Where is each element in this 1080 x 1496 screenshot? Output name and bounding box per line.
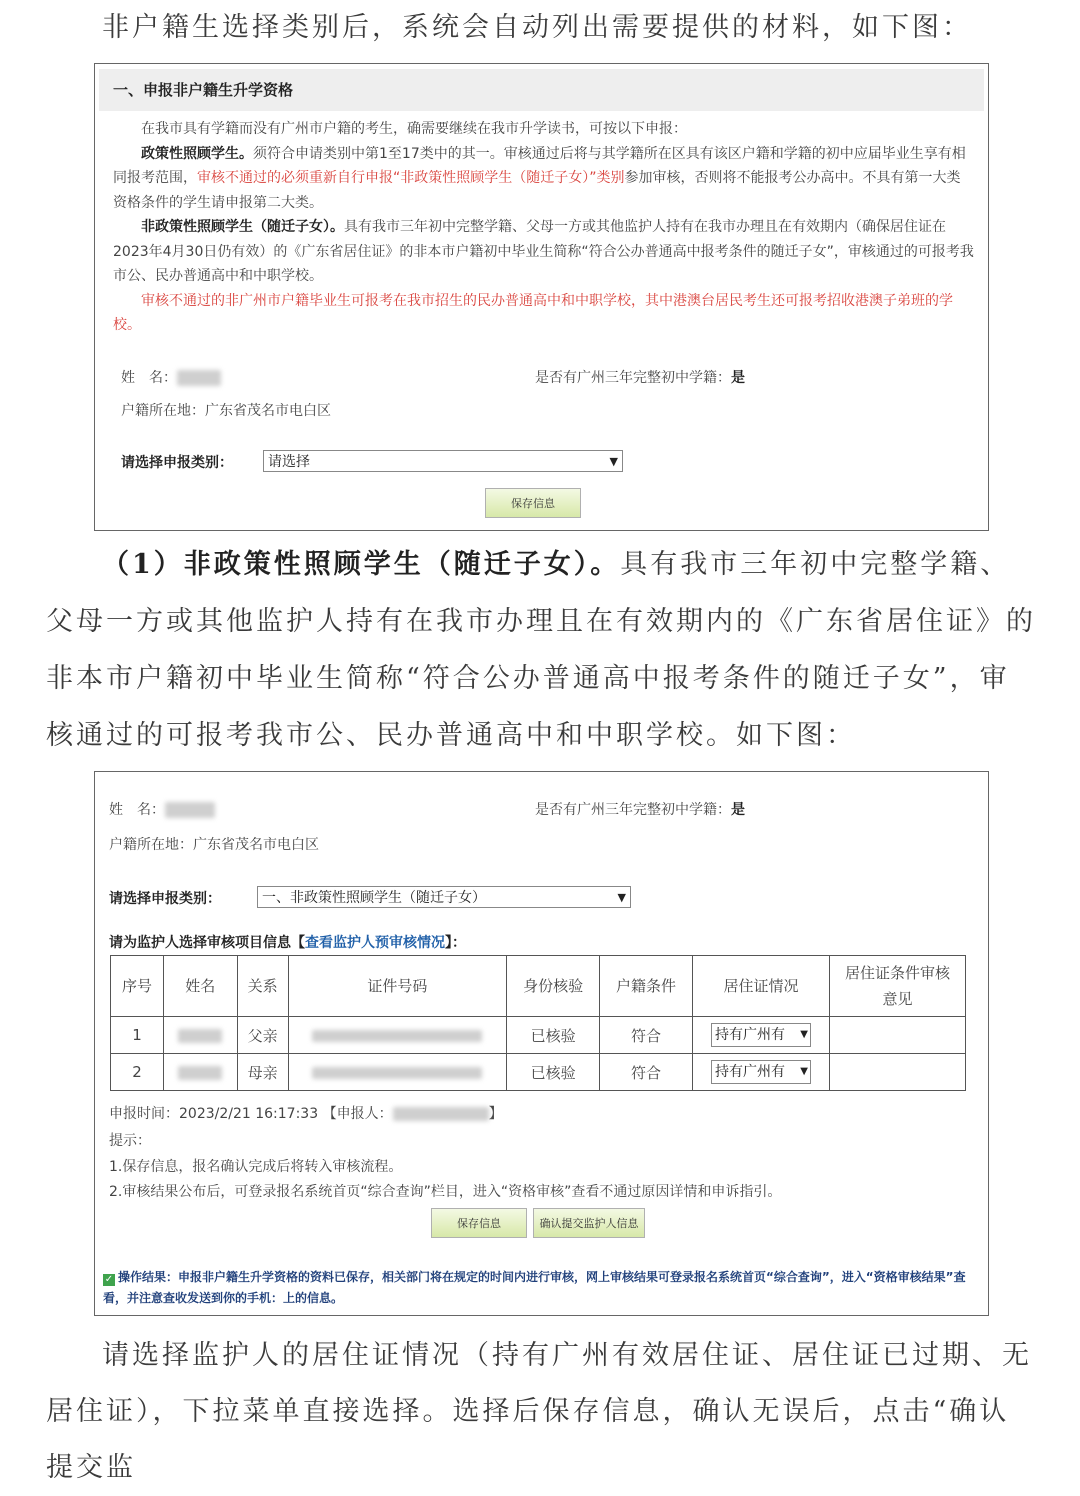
cell-name xyxy=(164,1054,237,1091)
cell-relation: 母亲 xyxy=(237,1054,288,1091)
apply-time: 申报时间：2023/2/21 16:17:33 【申报人： 】 xyxy=(109,1106,503,1122)
category-select[interactable] xyxy=(263,450,623,472)
blurred-name xyxy=(165,802,215,818)
cell-id xyxy=(288,1017,506,1054)
intro-paragraph xyxy=(46,0,1036,56)
screenshot-guardian-form xyxy=(94,771,989,1316)
table-row xyxy=(111,1017,966,1054)
th-opinion: 居住证条件审核意见 xyxy=(830,956,966,1017)
confirm-guardian-button[interactable]: 确认提交监护人信息 xyxy=(533,1208,645,1238)
cell-verify: 已核验 xyxy=(507,1054,600,1091)
cell-relation: 父亲 xyxy=(237,1017,288,1054)
cell-opinion xyxy=(830,1017,966,1054)
tip-2: 2.审核结果公布后，可登录报名系统首页“综合查询”栏目，进入“资格审核”查看不通过原因详情和申诉指引。 xyxy=(109,1184,782,1200)
cell-huji: 符合 xyxy=(600,1017,693,1054)
th-name: 姓名 xyxy=(164,956,237,1017)
name-label: 姓 名： xyxy=(121,367,221,387)
th-id: 证件号码 xyxy=(288,956,506,1017)
permit-text: 请选择监护人的居住证情况（持有广州有效居住证、居住证已过期、无居住证），下拉菜单直接选择。选择后保存信息，确认无误后，点击“确认提交监 xyxy=(46,1340,1032,1483)
th-permit: 居住证情况 xyxy=(692,956,829,1017)
category-select-value: 一、非政策性照顾学生（随迁子女） xyxy=(262,890,486,906)
xueji-field: 是否有广州三年完整初中学籍：是 xyxy=(535,802,745,818)
blurred-name xyxy=(178,1029,222,1043)
permit-select[interactable]: 持有广州有 ▼ xyxy=(711,1060,811,1084)
th-no: 序号 xyxy=(111,956,164,1017)
cell-name xyxy=(164,1017,237,1054)
blurred-name xyxy=(177,370,221,386)
guardian-table xyxy=(110,955,966,1091)
chevron-down-icon: ▼ xyxy=(617,891,626,904)
th-relation: 关系 xyxy=(237,956,288,1017)
blurred-name xyxy=(178,1066,222,1080)
cell-no: 2 xyxy=(111,1054,164,1091)
category-label: 请选择申报类别： xyxy=(121,455,233,471)
section-title: 一、申报非户籍生升学资格 xyxy=(99,69,984,111)
name-label: 姓 名： xyxy=(109,799,215,819)
table-header-row xyxy=(111,956,966,1017)
nonpolicy-paragraph: 非政策性照顾学生（随迁子女）。具有我市三年初中完整学籍、父母一方或其他监护人持有在我市办理且在有效期内（确保居住证在2023年4月30日仍有效）的《广东省居住证》的非本市户籍初中毕业生简称“符合公办普通高中报考条件的随迁子女”，审核通过的可报考我市公、民办普通高中和中职学校。 xyxy=(113,219,974,284)
permit-paragraph xyxy=(46,1328,1036,1496)
category-label: 请选择申报类别： xyxy=(109,891,221,907)
cell-no: 1 xyxy=(111,1017,164,1054)
screenshot-apply-form xyxy=(94,63,989,531)
operation-result: ✓ 操作结果：申报非户籍生升学资格的资料已保存，相关部门将在规定的时间内进行审核，网上审核结果可登录报名系统首页“综合查询”，进入“资格审核结果”查看，并注意查收发送到你的手机：上的信息。 xyxy=(103,1270,966,1305)
save-button[interactable]: 保存信息 xyxy=(485,488,581,518)
category-select[interactable] xyxy=(257,886,631,908)
guardian-prompt: 请为监护人选择审核项目信息【查看监护人预审核情况】： xyxy=(109,935,466,951)
save-button[interactable]: 保存信息 xyxy=(431,1208,527,1238)
tip-1: 1.保存信息，报名确认完成后将转入审核流程。 xyxy=(109,1159,403,1175)
cell-id xyxy=(288,1054,506,1091)
notice-intro: 在我市具有学籍而没有广州市户籍的考生，确需要继续在我市升学读书，可按以下申报： xyxy=(141,121,687,137)
chevron-down-icon: ▼ xyxy=(800,1029,808,1040)
cell-opinion xyxy=(830,1054,966,1091)
check-icon: ✓ xyxy=(104,1274,114,1285)
cell-permit xyxy=(692,1054,829,1091)
chevron-down-icon: ▼ xyxy=(609,455,618,468)
cell-permit xyxy=(692,1017,829,1054)
category-body: 具有我市三年初中完整学籍、父母一方或其他监护人持有在我市办理且在有效期内的《广东省居住证》的非本市户籍初中毕业生简称“符合公办普通高中报考条件的随迁子女”，审核通过的可报考我市公、民办普通高中和中职学校。如下图： xyxy=(46,549,1036,751)
cell-huji: 符合 xyxy=(600,1054,693,1091)
th-huji: 户籍条件 xyxy=(600,956,693,1017)
notice-block xyxy=(95,111,988,338)
category-paragraph xyxy=(46,536,1036,764)
th-verify: 身份核验 xyxy=(507,956,600,1017)
table-row xyxy=(111,1054,966,1091)
blurred-applicant xyxy=(393,1107,489,1121)
cell-verify: 已核验 xyxy=(507,1017,600,1054)
tip-title: 提示： xyxy=(109,1133,151,1149)
category-title: （1）非政策性照顾学生（随迁子女）。 xyxy=(102,549,621,580)
policy-paragraph: 政策性照顾学生。须符合申请类别中第1至17类中的其一。审核通过后将与其学籍所在区具有该区户籍和学籍的初中应届毕业生享有相同报考范围，审核不通过的必须重新自行申报“非政策性照顾学生（随迁子女）”类别参加审核，否则将不能报考公办高中。不具有第一大类资格条件的学生请申报第二大类。 xyxy=(113,145,966,211)
intro-text: 非户籍生选择类别后，系统会自动列出需要提供的材料，如下图： xyxy=(102,12,972,43)
huji-field: 户籍所在地：广东省茂名市电白区 xyxy=(121,403,331,419)
blurred-id xyxy=(312,1030,482,1042)
red-note: 审核不通过的非广州市户籍毕业生可报考在我市招生的民办普通高中和中职学校，其中港澳台居民考生还可报考招收港澳子弟班的学校。 xyxy=(113,292,953,333)
huji-field: 户籍所在地：广东省茂名市电白区 xyxy=(109,837,319,853)
permit-select[interactable]: 持有广州有 ▼ xyxy=(711,1023,811,1047)
xueji-field: 是否有广州三年完整初中学籍：是 xyxy=(535,370,745,386)
guardian-precheck-link[interactable]: 查看监护人预审核情况 xyxy=(305,935,445,951)
blurred-id xyxy=(312,1067,482,1079)
category-select-value: 请选择 xyxy=(268,454,310,470)
chevron-down-icon: ▼ xyxy=(800,1066,808,1077)
